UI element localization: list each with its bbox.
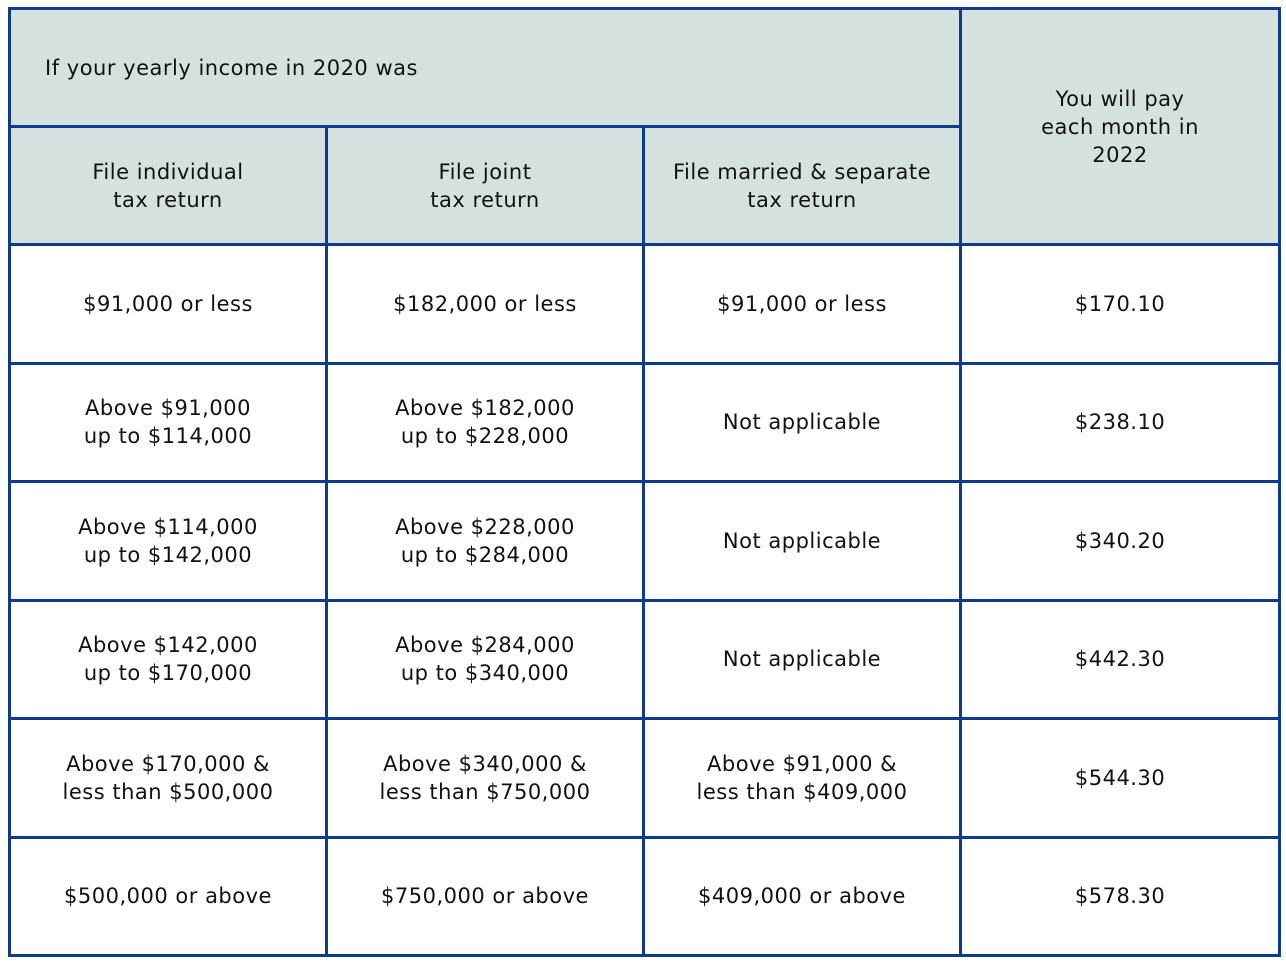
cell-joint: $182,000 or less — [327, 245, 644, 364]
income-title: If your yearly income in 2020 was — [10, 9, 961, 127]
column-header-joint: File joint tax return — [327, 127, 644, 245]
cell-individual: Above $142,000 up to $170,000 — [10, 600, 327, 719]
cell-pay: $238.10 — [961, 363, 1280, 482]
cell-joint: Above $228,000 up to $284,000 — [327, 482, 644, 601]
table-row — [10, 482, 1280, 601]
premium-table — [8, 7, 1281, 957]
cell-joint: Above $284,000 up to $340,000 — [327, 600, 644, 719]
cell-individual: Above $91,000 up to $114,000 — [10, 363, 327, 482]
column-header-individual: File individual tax return — [10, 127, 327, 245]
table-row — [10, 245, 1280, 364]
column-header-separate: File married & separate tax return — [644, 127, 961, 245]
cell-individual: $500,000 or above — [10, 837, 327, 956]
premium-table-container — [8, 7, 1278, 957]
table-row — [10, 363, 1280, 482]
cell-joint: Above $182,000 up to $228,000 — [327, 363, 644, 482]
cell-separate: Not applicable — [644, 363, 961, 482]
cell-individual: Above $170,000 & less than $500,000 — [10, 719, 327, 838]
cell-joint: Above $340,000 & less than $750,000 — [327, 719, 644, 838]
cell-pay: $442.30 — [961, 600, 1280, 719]
cell-separate: $409,000 or above — [644, 837, 961, 956]
cell-pay: $578.30 — [961, 837, 1280, 956]
cell-separate: Not applicable — [644, 482, 961, 601]
cell-individual: $91,000 or less — [10, 245, 327, 364]
table-row — [10, 600, 1280, 719]
table-header — [10, 9, 1280, 245]
table-row — [10, 837, 1280, 956]
cell-pay: $340.20 — [961, 482, 1280, 601]
cell-separate: Not applicable — [644, 600, 961, 719]
cell-separate: $91,000 or less — [644, 245, 961, 364]
cell-separate: Above $91,000 & less than $409,000 — [644, 719, 961, 838]
table-body — [10, 245, 1280, 956]
cell-individual: Above $114,000 up to $142,000 — [10, 482, 327, 601]
pay-title: You will pay each month in 2022 — [961, 9, 1280, 245]
cell-pay: $170.10 — [961, 245, 1280, 364]
cell-pay: $544.30 — [961, 719, 1280, 838]
cell-joint: $750,000 or above — [327, 837, 644, 956]
table-row — [10, 719, 1280, 838]
header-row-top — [10, 9, 1280, 127]
